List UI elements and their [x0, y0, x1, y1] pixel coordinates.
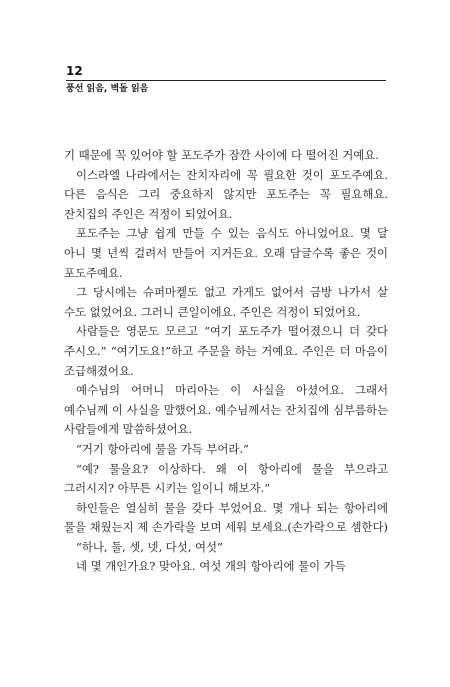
paragraph: 하인들은 열심히 물을 갖다 부었어요. 몇 개나 되는 항아리에 물을 채웠는지 제 손가락을 보며 세워 보세요.(손가락으로 셈한다) [64, 500, 388, 535]
paragraph: 그 당시에는 슈퍼마켙도 없고 가게도 없어서 금방 나가서 살 수도 없었어요. 그러니 큰일이에요. 주인은 걱정이 되었어요. [64, 285, 388, 319]
page-number: 12 [66, 64, 83, 78]
body-text [64, 146, 388, 577]
paragraph: “예? 물을요? 이상하다. 왜 이 항아리에 물을 부으라고 그러시지? 아무튼 시키는 일이니 해보자.” [64, 461, 388, 496]
paragraph: 포도주는 그냥 쉽게 만들 수 있는 음식도 아니었어요. 몇 달 아니 몇 년씩 걸려서 만들어 지거든요. 오래 담글수록 좋은 것이 포도주예요. [64, 226, 388, 280]
paragraph: 예수님의 어머니 마리아는 이 사실을 아셨어요. 그래서 예수님께 이 사실을 말했어요. 예수님께서는 잔치집에 심부름하는 사람들에게 말씀하셨어요. [64, 383, 388, 437]
header-rule [66, 80, 386, 81]
page-header [66, 64, 386, 95]
paragraph: 사람들은 영문도 모르고 “여기 포도주가 떨어졌으니 더 갖다 주시오.” “여기도요!”하고 주문을 하는 거예요. 주인은 더 마음이 조급해졌어요. [64, 324, 388, 378]
paragraph: 이스라엘 나라에서는 잔치자리에 꼭 필요한 것이 포도주예요. 다른 음식은 그리 중요하지 않지만 포도주는 꼭 필요해요. 잔치집의 주인은 걱정이 되었어요. [64, 167, 388, 221]
paragraph: “하나, 둘, 셋, 넷, 다섯, 여섯” [76, 539, 223, 554]
paragraph: 네 몇 개인가요? 맞아요. 여섯 개의 항아리에 물이 가득 [76, 559, 346, 574]
paragraph: “거기 항아리에 물을 가득 부어라.” [76, 441, 249, 456]
paragraph: 기 때문에 꼭 있어야 할 포도주가 잠깐 사이에 다 떨어진 거예요. [64, 148, 379, 162]
running-title: 풍선 읽음, 벽돌 읽음 [66, 84, 149, 94]
